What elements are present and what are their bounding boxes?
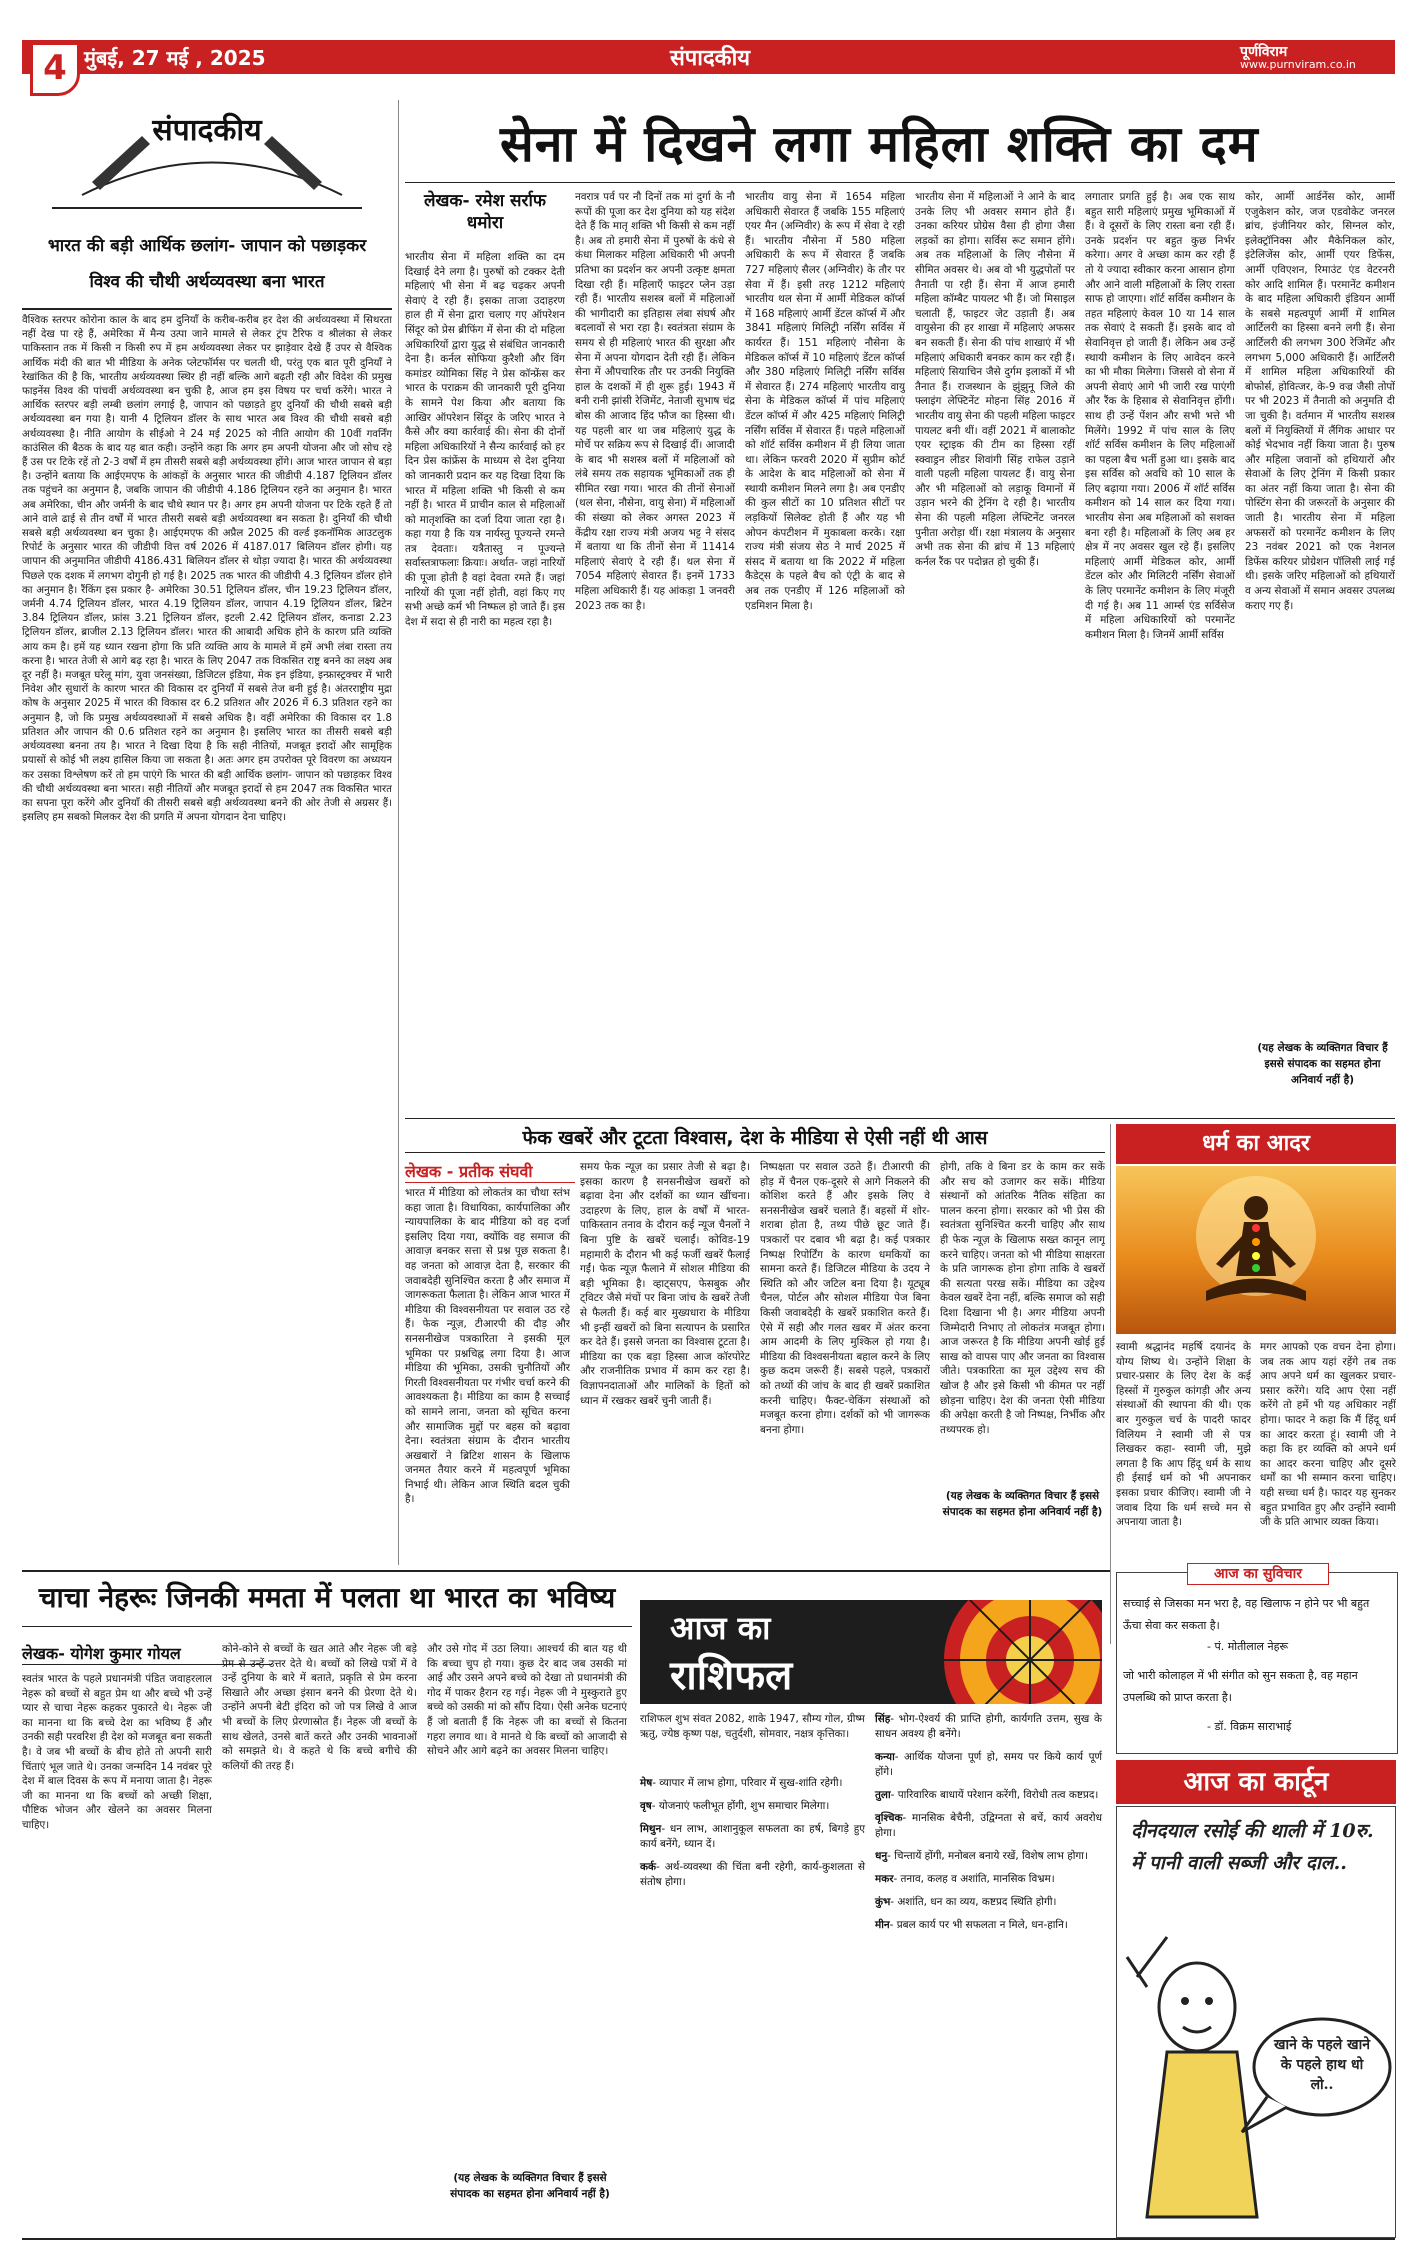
main-col-1: भारतीय सेना में महिला शक्ति का दम दिखाई देने लगा है। पुरुषों को टक्कर देती महिलाएं भी सेना में बढ़ चढ़कर अपनी सेवाएं दे रही हैं। इसका ताजा उदाहरण हाल ही में सेना द्वारा चलाए गए ऑपरेशन सिंदूर को प्रेस ब्रीफिंग में सेना की दो महिला अधिकारियों द्वारा युद्ध से संबंधित जानकारी देना है। कर्नल सोफिया कुरैशी और विंग कमांडर व्योमिका सिंह ने प्रेस कॉन्फ्रेंस कर भारत के पराक्रम की जानकारी पूरी दुनिया के सामने पेश किया और बताया कि आखिर ऑपरेशन सिंदूर के जरिए भारत ने कैसे और क्या कार्रवाई की। सेना की दोनों महिला अधिकारियों ने सैन्य कार्रवाई को हर दिन प्रेस कांफ्रेंस के माध्यम से देश दुनिया को जानकारी प्रदान कर यह दिखा दिया कि भारत में महिला शक्ति भी किसी से कम नहीं है। भारत में प्राचीन काल से महिलाओं को मातृशक्ति का दर्जा दिया जाता रहा है। कहा गया है कि यत्र नार्यस्तु पूज्यन्ते रमन्ते तत्र देवताः। यत्रैतास्तु न पूज्यन्ते सर्वास्तत्राफलाः क्रियाः। अर्थात- जहां नारियों की पूजा होती है वहां देवता रमते हैं। जहां नारियों की पूजा नहीं होती, वहां किए गए सभी अच्छे कर्म भी निष्फल हो जाते हैं। इस देश में सदा से ही नारी का महत्व रहा है।	[405, 251, 565, 628]
main-col-4: भारतीय सेना में महिलाओं ने आने के बाद उनके लिए भी अवसर समान होते हैं। उनका करियर प्रोग्रेस वैसा ही होगा जैसा लड़कों का होगा। सर्विस रूट समान होंगे। अब तक महिलाओं के लिए नौसेना में सीमित अवसर थे। अब वो भी युद्धपोतों पर तैनाती पा रही हैं। सेना में आज हमारी महिला कॉम्बैट पायलट भी हैं। जो मिसाइल चलाती हैं, फाइटर जेट उड़ाती हैं। अब वायुसेना की हर शाखा में महिलाएं अफसर बन सकती हैं। सेना की पांच शाखाएं में भी महिलाएं अधिकारी बनकर काम कर रही हैं। महिलाएं सियाचिन जैसे दुर्गम इलाकों में भी तैनात हैं। राजस्थान के झुंझुनू जिले की फ्लाइंग लेफ्टिनेंट मोहना सिंह 2016 में भारतीय वायु सेना की पहली महिला फाइटर पायलट बनी थीं। वहीं 2021 में बालाकोट एयर स्ट्राइक की टीम का हिस्सा रहीं स्क्वाड्रन लीडर शिवांगी सिंह राफेल उड़ाने वाली पहली महिला पायलट हैं। वायु सेना और भी महिलाओं को लड़ाकू विमानों में उड़ान भरने की ट्रेनिंग दे रही है। भारतीय सेना की पहली महिला लेफ्टिनेंट जनरल पुनीता अरोड़ा थीं। रक्षा मंत्रालय के अनुसार अभी तक सेना की ब्रांच में 13 महिलाएं कर्नल रैंक पर पदोन्नत हो चुकी हैं।	[915, 191, 1075, 568]
rashifal-entry	[640, 1822, 865, 1852]
rashifal-text: - चिन्तायें होंगी, मनोबल बनाये रखें, विशेष लाभ होगा।	[887, 1850, 1088, 1862]
rashifal-text: - आर्थिक योजना पूर्ण हो, समय पर किये कार्य पूर्ण होंगे।	[875, 1751, 1102, 1778]
fake-news-col-3: निष्पक्षता पर सवाल उठते हैं। टीआरपी की होड़ में चैनल एक-दूसरे से आगे निकलने की कोशिश करते हैं और इसके लिए वे सनसनीखेज खबरें चलाते हैं। बहसों में शोर-शराबा होता है, तथ्य पीछे छूट जाते हैं। पत्रकारों पर दबाव भी बढ़ा है। कई पत्रकार निष्पक्ष रिपोर्टिंग के कारण धमकियों का सामना करते हैं। डिजिटल मीडिया के उदय ने स्थिति को और जटिल बना दिया है। यूट्यूब चैनल, पोर्टल और सोशल मीडिया पेज बिना किसी जवाबदेही के खबरें प्रकाशित करते हैं। ऐसे में सही और गलत खबर में अंतर करना आम आदमी के लिए मुश्किल हो गया है। मीडिया की विश्वसनीयता बहाल करने के लिए कुछ कदम जरूरी हैं। सबसे पहले, पत्रकारों को तथ्यों की जांच के बाद ही खबरें प्रकाशित करनी चाहिए। फैक्ट-चेकिंग संस्थाओं को मजबूत करना होगा। दर्शकों को भी जागरूक बनना होगा।	[760, 1161, 930, 1436]
main-col-6: कोर, आर्मी आर्डनेंस कोर, आर्मी एजुकेशन कोर, जज एडवोकेट जनरल ब्रांच, इंजीनियर कोर, सिग्नल कोर, इलेक्ट्रॉनिक्स और मैकेनिकल कोर, इंटेलिजेंस कोर, आर्मी एयर डिफेंस, आर्मी एविएशन, रिमाउंट एंड वेटरनरी कोर आदि शामिल हैं। परमानेंट कमीशन के बाद महिला अधिकारी इंडियन आर्मी के सबसे महत्वपूर्ण आर्मी में शामिल आर्टिलरी का हिस्सा बनने लगी हैं। सेना आर्टिलरी की लगभग 300 रेजिमेंट और लगभग 5,000 अधिकारी हैं। आर्टिलरी में शामिल महिला अधिकारियों की बोफोर्स, होवित्जर, के-9 वज्र जैसी तोपों पर भी 2023 में तैनाती को अनुमति दी जा चुकी है। वर्तमान में भारतीय सशस्त्र बलों में नियुक्तियों में लैंगिक आधार पर कोई भेदभाव नहीं किया जाता है। पुरुष और महिला जवानों को हथियारों और सेवाओं के लिए ट्रेनिंग में किसी प्रकार का अंतर नहीं किया जाता है। सेना की पोस्टिंग सेना की जरूरतों के अनुसार की जाती है। भारतीय सेना में महिला अफसरों को परमानेंट कमीशन के लिए 23 नवंबर 2021 को एक नेशनल डिफेंस करियर प्रोग्रेशन पॉलिसी लाई गई थी। इसके जरिए महिलाओं को हथियारों व अन्य सेवाओं में समान अवसर उपलब्ध कराए गए हैं।	[1245, 191, 1395, 612]
editorial-logo-text: संपादकीय	[152, 113, 262, 148]
religion-title: धर्म का आदर	[1202, 1131, 1310, 1156]
meditation-image	[1116, 1166, 1396, 1334]
zodiac-wheel-icon	[940, 1600, 1102, 1704]
fake-news-col-1: भारत में मीडिया को लोकतंत्र का चौथा स्तंभ कहा जाता है। विधायिका, कार्यपालिका और न्यायपालिका के बाद मीडिया को वह दर्जा इसलिए दिया गया, क्योंकि वह समाज की आवाज़ बनकर सत्ता से प्रश्न पूछ सकता है। वह जनता को आवाज़ देता है, सरकार की जवाबदेही सुनिश्चित करता है और समाज में जागरूकता फैलाता है। लेकिन आज भारत में मीडिया की विश्वसनीयता पर सवाल उठ रहे हैं। फेक न्यूज़, टीआरपी की दौड़ और सनसनीखेज पत्रकारिता ने इसकी मूल भूमिका पर प्रश्नचिह्न लगा दिया है। आज मीडिया की भूमिका, उसकी चुनौतियों और गिरती विश्वसनीयता पर गंभीर चर्चा करने की आवश्यकता है। मीडिया का काम है सच्चाई को सामने लाना, जनता को सूचित करना और सामाजिक मुद्दों पर बहस को बढ़ावा देना। स्वतंत्रता संग्राम के दौरान भारतीय अखबारों ने ब्रिटिश शासन के खिलाफ जनमत तैयार करने में महत्वपूर्ण भूमिका निभाई थी। लेकिन आज स्थिति बदल चुकी है।	[405, 1187, 570, 1506]
main-col-3: भारतीय वायु सेना में 1654 महिला अधिकारी सेवारत हैं जबकि 155 महिलाएं एयर मैन (अग्निवीर) के रूप में सेवा दे रही हैं। भारतीय नौसेना में 580 महिला अधिकारी के रूप में सेवारत हैं जबकि 727 महिलाएं सैलर (अग्निवीर) के तौर पर सेवा में हैं। इसी तरह 1212 महिलाएं भारतीय थल सेना में आर्मी मेडिकल कॉर्प्स में 168 महिलाएं आर्मी डेंटल कॉर्प्स में और 3841 महिलाएं मिलिट्री नर्सिंग सर्विस में कार्यरत हैं। 151 महिलाएं नौसेना के मेडिकल कॉर्प्स में 10 महिलाएं डेंटल कॉर्प्स और 380 महिलाएं मिलिट्री नर्सिंग सर्विस में सेवारत हैं। 274 महिलाएं भारतीय वायु सेना के मेडिकल कॉर्प्स में पांच महिलाएं डेंटल कॉर्प्स में और 425 महिलाएं मिलिट्री नर्सिंग सर्विस में सेवारत हैं। पहले महिलाओं को शॉर्ट सर्विस कमीशन में ही लिया जाता था। लेकिन फरवरी 2020 में सुप्रीम कोर्ट के आदेश के बाद महिलाओं को सेना में स्थायी कमीशन मिलने लगा है। अब एनडीए की कुल सीटों का 10 प्रतिशत सीटों पर लड़कियों सिलेक्ट होती हैं और यह भी ओपन कंपटीशन में मुकाबला करके। रक्षा राज्य मंत्री संजय सेठ ने मार्च 2025 में संसद में बताया था कि 2022 में महिला कैडेट्स के पहले बैच को एंट्री के बाद से अब तक एनडीए में 126 महिलाओं को एडमिशन मिला है।	[745, 191, 905, 612]
rashifal-left-list	[640, 1776, 865, 2232]
fake-news-col-4: होगी, तकि वे बिना डर के काम कर सकें और सच को उजागर कर सकें। मीडिया संस्थानों को आंतरिक नैतिक संहिता का पालन करना होगा। सरकार को भी प्रेस की स्वतंत्रता सुनिश्चित करनी चाहिए और साथ ही फेक न्यूज़ के खिलाफ सख्त कानून लागू करने चाहिए। जनता को भी मीडिया साक्षरता के प्रति जागरूक होना होगा ताकि वे खबरों की सत्यता परख सकें। मीडिया का उद्देश्य केवल खबरें देना नहीं, बल्कि समाज को सही दिशा दिखाना भी है। अगर मीडिया अपनी जिम्मेदारी निभाए तो लोकतंत्र मजबूत होगा। आज जरूरत है कि मीडिया अपनी खोई हुई साख को वापस पाए और जनता का विश्वास जीते। पत्रकारिता का मूल उद्देश्य सच की खोज है और इसे किसी भी कीमत पर नहीं छोड़ना चाहिए। देश की जनता ऐसी मीडिया की अपेक्षा करती है जो निष्पक्ष, निर्भीक और तथ्यपरक हो।	[940, 1161, 1105, 1436]
zodiac-sign: वृष	[640, 1800, 652, 1812]
rashifal-entry	[875, 1811, 1102, 1841]
section-title: संपादकीय	[669, 46, 751, 71]
religion-col-2: मगर आपको एक वचन देना होगा। जब तक आप यहां रहेंगे तब तक आप अपने धर्म का खुलकर प्रचार-प्रसार करेंगे। यदि आप ऐसा नहीं करेंगे तो हमें भी यह अधिकार नहीं होगा। फादर ने कहा कि मैं हिंदू धर्म का आदर करता हूं। स्वामी जी ने कहा कि हर व्यक्ति को अपने धर्म का आदर करना चाहिए और दूसरे धर्मों का भी सम्मान करना चाहिए। यही सच्चा धर्म है। फादर यह सुनकर बहुत प्रभावित हुए और उन्होंने स्वामी जी के प्रति आभार व्यक्त किया।	[1260, 1341, 1396, 1529]
cartoon-panel	[1116, 1806, 1396, 2238]
nehru-col-1: स्वतंत्र भारत के पहले प्रधानमंत्री पंडित जवाहरलाल नेहरू को बच्चों से बहुत प्रेम था और बच्चे भी उन्हें प्यार से चाचा नेहरू कहकर पुकारते थे। नेहरू जी का मानना था कि बच्चे देश का भविष्य हैं और उनकी सही परवरिश ही देश को मजबूत बना सकती है। वे जब भी बच्चों के बीच होते तो अपनी सारी चिंताएं भूल जाते थे। उनका जन्मदिन 14 नवंबर पूरे देश में बाल दिवस के रूप में मनाया जाता है। नेहरू जी का मानना था कि बच्चों को अच्छी शिक्षा, पौष्टिक भोजन और खेलने का अवसर मिलना चाहिए।	[22, 1673, 212, 1831]
suvichar-quote-1: सच्चाई से जिसका मन भरा है, वह खिलाफ न होने पर भी बहुत ऊँचा सेवा कर सकता है।	[1123, 1597, 1370, 1632]
rashifal-text: - व्यापार में लाभ होगा, परिवार में सुख-शांति रहेगी।	[652, 1777, 843, 1789]
religion-title-bar	[1116, 1124, 1396, 1164]
nehru-headline-rule	[22, 1626, 632, 1627]
main-headline-rule	[405, 182, 1395, 183]
rashifal-text: - धन लाभ, आशानुकूल सफलता का हर्ष, बिगड़े हुए कार्य बनेंगे, ध्यान दें।	[640, 1823, 865, 1850]
main-col-2: नवरात्र पर्व पर नौ दिनों तक मां दुर्गा के नौ रूपों की पूजा कर देश दुनिया को यह संदेश देते हैं कि मातृ शक्ति भी किसी से कम नहीं है। अब तो हमारी सेना में पुरुषों के कंधे से कंधा मिलाकर महिला अधिकारी भी अपनी प्रतिभा का प्रदर्शन कर अपनी उत्कृष्ट क्षमता दिखा रही हैं। महिलाएँ फाइटर प्लेन उड़ा रही हैं। भारतीय सशस्त्र बलों में महिलाओं की भागीदारी का इतिहास लंबा संघर्ष और बदलावों से भरा रहा है। स्वतंत्रता संग्राम के समय से ही महिलाएं भारत की सुरक्षा और सेना में अपना योगदान देती रही हैं। लेकिन सेना में औपचारिक तौर पर उनकी नियुक्ति हाल के दशकों में ही शुरू हुई। 1943 में बनी रानी झांसी रेजिमेंट, नेताजी सुभाष चंद्र बोस की आजाद हिंद फौज का हिस्सा थी। यह पहली बार था जब महिलाएं युद्ध के मोर्चे पर सक्रिय रूप से दिखाई दीं। आजादी के बाद भी सशस्त्र बलों में महिलाओं को लंबे समय तक सहायक भूमिकाओं तक ही सीमित रखा गया। भारत की तीनों सेनाओं (थल सेना, नौसेना, वायु सेना) में महिलाओं की संख्या को लेकर अगस्त 2023 में केंद्रीय रक्षा राज्य मंत्री अजय भट्ट ने संसद में बताया था कि तीनों सेना में 11414 महिलाएं सेवाएं दे रही हैं। थल सेना में 7054 महिलाएं सेवारत हैं। इनमें 1733 महिला अधिकारी हैं। यह आंकड़ा 1 जनवरी 2023 तक का है।	[575, 191, 735, 612]
editorial-section	[22, 100, 392, 1565]
suvichar-title: आज का सुविचार	[1187, 1563, 1329, 1585]
fake-news-byline: लेखक - प्रतीक संघवी	[405, 1160, 575, 1183]
editorial-rule	[22, 308, 392, 310]
page-bottom-rule	[22, 2238, 1395, 2240]
rashifal-entry	[640, 1799, 865, 1814]
editorial-body: वैश्विक स्तरपर कोरोना काल के बाद हम दुनियाँ के करीब-करीब हर देश की अर्थव्यवस्था में सिथरता नहीं देख पा रहे हैं, अमेरिका में मैन्य उत्पा जाने मामले से लेकर ट्रंप टैरिफ व श्रीलंका से लेकर पाकिस्तान तक में किसी न किसी रुप में हम अर्थव्यवस्था लेकर पर झाड़ेवार देखे हैं उपर से वैश्विक आर्थिक मंदी की बात भी मीडिया के अनेक प्लेटफॉर्मस पर चलती थी, परंतु एक बात पूरी दुनियाँ ने रेखांकित की है कि, भारतीय अर्थव्यवस्था स्थिर ही नहीं बल्कि आगे बढ़ती रही और विदेश की प्रमुख फाइनेंस विश्व की पांचवीं अर्थव्यवस्था बन चुकी है, आज हम इस विषय पर चर्चा करेंगे। भारत ने आर्थिक स्तरपर बड़ी लम्बी छलांग लगाई है, जापान को पछाड़ते हुए दुनियाँ की चौथी सबसे बड़ी अर्थव्यवस्था बन गया है। यानी 4 ट्रिलियन डॉलर के साथ भारत अब विश्व की चौथी सबसे बड़ी अर्थव्यवस्था है। नीति आयोग के सीईओ ने 24 मई 2025 को नीति आयोग की 10वीं गवर्निंग काउंसिल की बैठक के बाद यह बात कही। उन्होंने कहा कि अगर हम अपनी योजना और जो सोच रहे हैं उस पर टिके रहें तो 2-3 वर्षों में हम तीसरी सबसे बड़ी अर्थव्यवस्था होंगे। आज भारत जापान से बड़ा है। उन्होंने बताया कि आईएमएफ के आंकड़ों के अनुसार भारत की जीडीपी 4.187 ट्रिलियन डॉलर तक पहुंचने का अनुमान है, जबकि जापान की जीडीपी 4.186 ट्रिलियन रहने का अनुमान है। भारत अब अमेरिका, चीन और जर्मनी के बाद चौथे स्थान पर है। अगर हम अपनी योजना पर टिके रहते हैं तो आने वाले ढाई से तीन वर्षों में भारत तीसरी सबसे बड़ी अर्थव्यवस्था बन सकता है। दुनियाँ की चौथी सबसे बड़ी अर्थव्यवस्था बन चुका है। आईएमएफ की अप्रैल 2025 की वर्ल्ड इकनॉमिक आउटलुक रिपोर्ट के अनुसार भारत की जीडीपी वित्त वर्ष 2026 में 4187.017 बिलियन डॉलर होगी। यह जापान की अनुमानित जीडीपी 4186.431 बिलियन डॉलर से थोड़ा ज्यादा है। भारत की अर्थव्यवस्था पिछले एक दशक में लगभग दोगुनी हो गई है। 2025 तक भारत की जीडीपी 4.3 ट्रिलियन डॉलर होने का अनुमान है। रैंकिंग इस प्रकार है- अमेरिका 30.51 ट्रिलियन डॉलर, चीन 19.23 ट्रिलियन डॉलर, जर्मनी 4.74 ट्रिलियन डॉलर, भारत 4.19 ट्रिलियन डॉलर, जापान 4.19 ट्रिलियन डॉलर, ब्रिटेन 3.84 ट्रिलियन डॉलर, फ्रांस 3.21 ट्रिलियन डॉलर, इटली 2.42 ट्रिलियन डॉलर, कनाडा 2.23 ट्रिलियन डॉलर, ब्राजील 2.13 ट्रिलियन डॉलर। भारत की आबादी अधिक होने के कारण प्रति व्यक्ति आय कम है। हमें यह ध्यान रखना होगा कि प्रति व्यक्ति आय के मामले में हमें अभी लंबा रास्ता तय करना है। भारत तेजी से आगे बढ़ रहा है। भारत के लिए 2047 तक विकसित राष्ट्र बनने का लक्ष्य अब दूर नहीं है। मजबूत घरेलू मांग, युवा जनसंख्या, डिजिटल इंडिया, मेक इन इंडिया, इन्फ्रास्ट्रक्चर में भारी निवेश और सुधारों के कारण भारत की विकास दर दुनियाँ में सबसे तेज बनी हुई है। अंतरराष्ट्रीय मुद्रा कोष के अनुसार 2025 में भारत की विकास दर 6.2 प्रतिशत और 2026 में 6.3 प्रतिशत रहने का अनुमान है, जो कि प्रमुख अर्थव्यवस्थाओं में सबसे अधिक है। वहीं अमेरिका की विकास दर 1.8 प्रतिशत और जापान की 0.6 प्रतिशत रहने का अनुमान है। इसलिए भारत का तीसरी सबसे बड़ी अर्थव्यवस्था बनना तय है। भारत ने दिखा दिया है कि सही नीतियों, मजबूत इरादों और सामूहिक प्रयासों से कोई भी लक्ष्य हासिल किया जा सकता है। अतः अगर हम उपरोक्त पूरे विवरण का अध्ययन कर उसका विश्लेषण करें तो हम पाएंगे कि भारत की बड़ी आर्थिक छलांग- जापान को पछाड़कर विश्व की चौथी अर्थव्यवस्था बना भारत। सही नीतियों और मजबूत इरादों से हम 2047 तक विकसित भारत का सपना पूरा करेंगे और दुनियाँ की तीसरी सबसे बड़ी अर्थव्यवस्था बनने की ओर तेजी से अग्रसर हैं। इसलिए हम सबको मिलकर देश की प्रगति में अपना योगदान देना चाहिए।	[22, 315, 392, 824]
rashifal-text: - तनाव, कलह व अशांति, मानसिक विभ्रम।	[893, 1873, 1055, 1885]
rashifal-title-line1: आज का	[670, 1609, 771, 1647]
main-byline: लेखक- रमेश सर्राफ धमोरा	[423, 191, 546, 233]
rashifal-entry	[875, 1849, 1102, 1864]
rashifal-entry	[875, 1788, 1102, 1803]
rashifal-entry	[875, 1918, 1102, 1933]
rashifal-right-list	[875, 1712, 1102, 2232]
editorial-logo	[52, 100, 362, 218]
zodiac-sign: मेष	[640, 1777, 653, 1789]
cartoon-title-bar	[1116, 1760, 1396, 1804]
zodiac-sign: तुला	[875, 1789, 891, 1801]
zodiac-sign: सिंह	[875, 1713, 891, 1725]
meditation-figure-icon	[1116, 1166, 1396, 1334]
rashifal-text: - अशांति, धन का व्यय, कष्टप्रद स्थिति होगी।	[890, 1896, 1057, 1908]
brand-name: पूर्णविराम	[1240, 44, 1288, 60]
main-col-5: लगातार प्रगति हुई है। अब एक साथ बहुत सारी महिलाएं प्रमुख भूमिकाओं में हैं। वे दूसरों के लिए रास्ता बना रही हैं। उनके प्रदर्शन पर बहुत कुछ निर्भर करेगा। अगर वे अच्छा काम कर रही हैं तो ये ज्यादा स्वीकार करना आसान होगा और आने वाली महिलाओं के लिए रास्ता साफ हो जाएगा। शॉर्ट सर्विस कमीशन के तहत महिलाएं केवल 10 या 14 साल तक सेवाएं दे सकती हैं। इसके बाद वो सेवानिवृत्त हो जाती हैं। लेकिन अब उन्हें स्थायी कमीशन के लिए आवेदन करने का भी मौका मिलेगा। जिससे वो सेना में अपनी सेवाएं आगे भी जारी रख पाएंगी और रैंक के हिसाब से सेवानिवृत्त होंगी। साथ ही उन्हें पेंशन और सभी भत्ते भी मिलेंगे। 1992 में पांच साल के लिए शॉर्ट सर्विस कमीशन के लिए महिलाओं का पहला बैच भर्ती हुआ था। इसके बाद इस सर्विस को अवधि को 10 साल के लिए बढ़ाया गया। 2006 में शॉर्ट सर्विस कमीशन को 14 साल कर दिया गया। भारतीय सेना अब महिलाओं को सशक्त बना रही है। महिलाओं के लिए अब हर क्षेत्र में नए अवसर खुल रहे हैं। इसलिए महिलाएं आर्मी मेडिकल कोर, आर्मी डेंटल कोर और मिलिटरी नर्सिंग सेवाओं के लिए परमानेंट कमीशन के लिए मंजूरी दी गई है। अब 11 आर्म्स एंड सर्विसेज में महिला अधिकारियों को परमानेंट कमीशन मिला है। जिनमें आर्मी सर्विस	[1085, 191, 1235, 641]
religion-col-1: स्वामी श्रद्धानंद महर्षि दयानंद के योग्य शिष्य थे। उन्होंने शिक्षा के प्रचार-प्रसार के लिए देश के कई हिस्सों में गुरुकुल कांगड़ी और अन्य संस्थाओं की स्थापना की थी। एक बार गुरुकुल चर्च के पादरी फादर विलियम ने स्वामी जी से पत्र लिखकर कहा- स्वामी जी, मुझे लगता है कि आप हिंदू धर्म के साथ ही ईसाई धर्म को भी अपनाकर इसका प्रचार कीजिए। स्वामी जी ने जवाब दिया कि धर्म सच्चे मन से अपनाया जाता है।	[1116, 1341, 1251, 1529]
nehru-disclaimer: (यह लेखक के व्यक्तिगत विचार हैं इससे संपादक का सहमत होना अनिवार्य नहीं है)	[450, 2172, 610, 2200]
zodiac-sign: कन्या	[875, 1751, 895, 1763]
nehru-col-2: कोने-कोने से बच्चों के खत आते और नेहरू जी बड़े प्रेम से उन्हें उत्तर देते थे। बच्चों को लिखे पत्रों में वे उन्हें दुनिया के बारे में बताते, प्रकृति से प्रेम करना सिखाते और अच्छा इंसान बनने की प्रेरणा देते थे। उन्होंने अपनी बेटी इंदिरा को जो पत्र लिखे वे आज भी बच्चों के लिए प्रेरणास्रोत हैं। नेहरू जी बच्चों के साथ खेलते, उनसे बातें करते और उनकी भावनाओं को समझते थे। वे कहते थे कि बच्चे बगीचे की कलियों की तरह हैं।	[222, 1643, 417, 1772]
rashifal-intro: राशिफल शुभ संवत 2082, शाके 1947, सौम्य गोल, ग्रीष्म ऋतु, ज्येष्ठ कृष्ण पक्ष, चतुर्दशी, सोमवार, नक्षत्र कृत्तिका।	[640, 1713, 865, 1740]
rashifal-text: - भोग-ऐश्वर्य की प्राप्ति होगी, कार्यगति उत्तम, सुख के साधन अवश्य ही बनेंगे।	[875, 1713, 1102, 1740]
zodiac-sign: मीन	[875, 1919, 890, 1931]
editorial-headline: भारत की बड़ी आर्थिक छलांग- जापान को पछाड़कर विश्व की चौथी अर्थव्यवस्था बना भारत	[47, 236, 367, 292]
main-bottom-rule	[405, 1118, 1395, 1119]
column-separator	[398, 100, 399, 1565]
suvichar-box	[1116, 1566, 1398, 1754]
rashifal-text: - प्रबल कार्य पर भी सफलता न मिले, धन-हानि।	[889, 1919, 1068, 1931]
nehru-col-3: और उसे गोद में उठा लिया। आश्चर्य की बात यह थी कि बच्चा चुप हो गया। कुछ देर बाद जब उसकी मां आई और उसने अपने बच्चे को देखा तो प्रधानमंत्री की गोद में पाकर हैरान रह गई। नेहरू जी ने मुस्कुराते हुए बच्चे को उसकी मां को सौंप दिया। ऐसी अनेक घटनाएं हैं जो बताती हैं कि नेहरू जी का बच्चों से कितना गहरा लगाव था। वे मानते थे कि बच्चों को आजादी से सोचने और आगे बढ़ने का अवसर मिलना चाहिए।	[427, 1643, 627, 1758]
page-number: 4	[30, 42, 80, 96]
column-separator	[1110, 1124, 1111, 1644]
rashifal-entry	[640, 1860, 865, 1890]
zodiac-sign: मकर	[875, 1873, 894, 1885]
fake-news-col-2: समय फेक न्यूज़ का प्रसार तेजी से बढ़ा है। इसका कारण है सनसनीखेज खबरों को बढ़ावा देना और दर्शकों का ध्यान खींचना। उदाहरण के लिए, हाल के वर्षों में भारत-पाकिस्तान तनाव के दौरान कई न्यूज चैनलों ने बिना पुष्टि के खबरें चलाईं। कोविड-19 महामारी के दौरान भी कई फर्जी खबरें फैलाई गईं। फेक न्यूज़ फैलाने में सोशल मीडिया की बड़ी भूमिका है। व्हाट्सएप, फेसबुक और ट्विटर जैसे मंचों पर बिना जांच के खबरें तेजी से फैलती हैं। कई बार मुख्यधारा के मीडिया भी इन्हीं खबरों को बिना सत्यापन के प्रसारित कर देते हैं। इससे जनता का विश्वास टूटता है। मीडिया का एक बड़ा हिस्सा आज कॉरपोरेट और राजनीतिक प्रभाव में काम कर रहा है। विज्ञापनदाताओं और मालिकों के हितों को ध्यान में रखकर खबरें चुनी जाती हैं।	[580, 1161, 750, 1407]
zodiac-sign: कुंभ	[875, 1896, 891, 1908]
main-headline: सेना में दिखने लगा महिला शक्ति का दम	[500, 115, 1259, 173]
rashifal-text: - अर्थ-व्यवस्था की चिंता बनी रहेगी, कार्य-कुशलता से संतोष होगा।	[640, 1861, 865, 1888]
suvichar-author-2: - डॉ. विक्रम साराभाई	[1207, 1720, 1292, 1733]
nehru-headline: चाचा नेहरूः जिनकी ममता में पलता था भारत का भविष्य	[38, 1581, 616, 1614]
rashifal-text: - योजनाएं फलीभूत होंगी, शुभ समाचार मिलेगा।	[651, 1800, 830, 1812]
zodiac-sign: वृश्चिक	[875, 1812, 903, 1824]
rashifal-title-line2: राशिफल	[670, 1653, 793, 1699]
suvichar-quote-2: जो भारी कोलाहल में भी संगीत को सुन सकता है, वह महान उपलब्धि को प्राप्त करता है।	[1123, 1669, 1358, 1704]
suvichar-author-1: - पं. मोतीलाल नेहरू	[1207, 1640, 1289, 1653]
fake-news-rule	[405, 1152, 1105, 1153]
rashifal-entry	[875, 1895, 1102, 1910]
rashifal-text: - पारिवारिक बाधायें परेशान करेंगी, विरोधी तत्व कष्टप्रद।	[890, 1789, 1099, 1801]
nehru-byline: लेखक- योगेश कुमार गोयल	[22, 1642, 272, 1665]
rashifal-entry	[875, 1712, 1102, 1742]
nehru-top-rule	[22, 1570, 1110, 1572]
zodiac-sign: धनु	[875, 1850, 888, 1862]
rashifal-text: - मानसिक बेचैनी, उद्विग्नता से बचें, कार्य अवरोध होगा।	[875, 1812, 1102, 1839]
rashifal-entry	[875, 1872, 1102, 1887]
rashifal-entry	[875, 1750, 1102, 1780]
cartoon-caption: दीनदयाल रसोई की थाली में 10रु. में पानी वाली सब्जी और दाल..	[1131, 1820, 1374, 1874]
fake-news-headline: फेक खबरें और टूटता विश्वास, देश के मीडिया से ऐसी नहीं थी आस	[522, 1127, 988, 1149]
cartoon-title: आज का कार्टून	[1183, 1767, 1329, 1797]
zodiac-sign: मिथुन	[640, 1823, 662, 1835]
fake-news-disclaimer: (यह लेखक के व्यक्तिगत विचार हैं इससे संपादक का सहमत होना अनिवार्य नहीं है)	[942, 1490, 1103, 1518]
issue-date: मुंबई, 27 मई , 2025	[84, 46, 266, 70]
rashifal-entry	[640, 1776, 865, 1791]
rashifal-banner	[640, 1600, 1102, 1704]
main-byline-box	[405, 190, 565, 238]
website-link[interactable]: www.purnviram.co.in	[1240, 58, 1356, 71]
zodiac-sign: कर्क	[640, 1861, 656, 1873]
cartoon-speech-bubble: खाने के पहले खाने के पहले हाथ धो लो..	[1274, 2037, 1370, 2093]
main-disclaimer: (यह लेखक के व्यक्तिगत विचार हैं इससे संपादक का सहमत होना अनिवार्य नहीं है)	[1257, 1042, 1388, 1086]
